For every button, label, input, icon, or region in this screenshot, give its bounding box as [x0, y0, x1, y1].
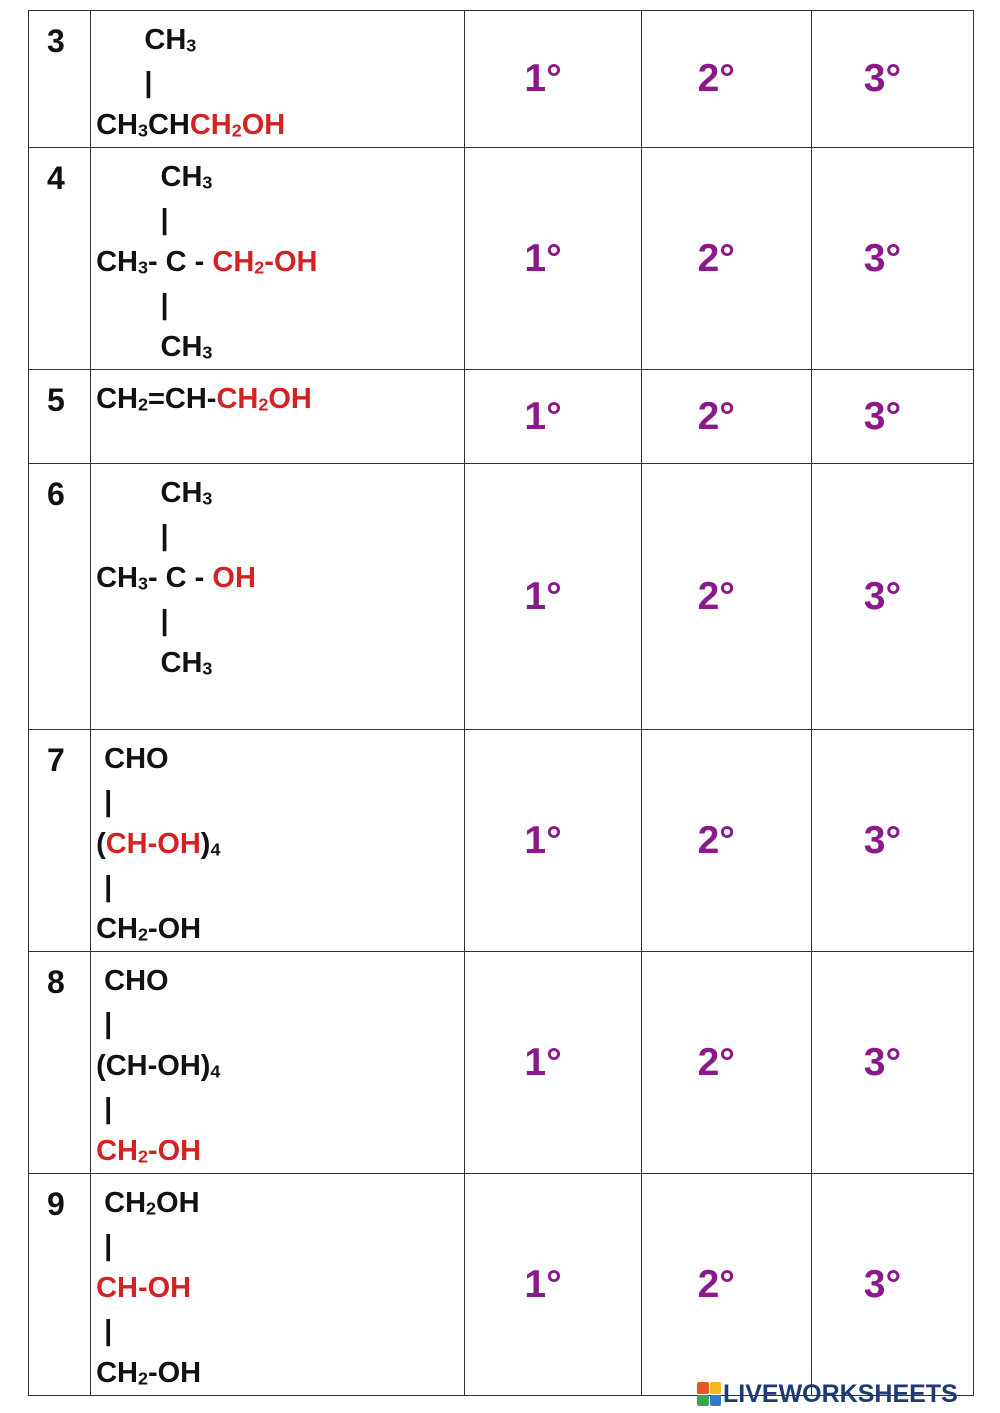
formula-segment: -OH	[147, 1357, 202, 1389]
option-primary-cell[interactable]	[465, 148, 641, 370]
formula-line	[96, 284, 317, 327]
structural-formula-cell	[91, 952, 465, 1174]
formula-subscript: 2	[258, 394, 269, 415]
formula-segment: CH	[96, 331, 203, 363]
option-secondary[interactable]: 2°	[697, 818, 735, 862]
logo-tile	[710, 1382, 722, 1394]
formula-line	[96, 515, 256, 558]
option-primary[interactable]: 1°	[524, 57, 562, 100]
option-secondary[interactable]: 2°	[697, 1262, 735, 1306]
option-primary-cell[interactable]	[465, 1174, 641, 1396]
formula-segment: CH	[96, 562, 138, 594]
formula-segment: |	[96, 66, 153, 99]
formula-segment: CH	[216, 383, 259, 415]
formula-segment: CH-OH	[96, 1272, 192, 1304]
option-tertiary-cell[interactable]	[811, 11, 973, 148]
option-primary[interactable]: 1°	[524, 394, 562, 438]
formula-subscript: 3	[137, 120, 148, 141]
option-secondary-cell[interactable]	[641, 952, 811, 1174]
formula-line	[96, 908, 220, 951]
formula-segment: OH	[241, 109, 286, 141]
liveworksheets-watermark	[697, 1379, 958, 1409]
option-primary-cell[interactable]	[465, 464, 641, 730]
option-tertiary[interactable]: 3°	[863, 1040, 902, 1084]
question-number: 7	[29, 730, 91, 952]
formula-segment: - C -	[147, 562, 213, 594]
formula-segment: OH	[268, 383, 312, 415]
logo-tile	[697, 1382, 709, 1394]
formula-segment: CH	[96, 1357, 138, 1389]
option-secondary-cell[interactable]	[641, 1174, 811, 1396]
formula-segment: OH	[156, 1187, 200, 1219]
formula-line	[96, 62, 285, 105]
formula-line	[96, 1045, 220, 1088]
formula-line	[96, 19, 285, 62]
formula-segment: CH	[96, 647, 203, 679]
logo-tile	[697, 1395, 709, 1407]
formula-subscript: 3	[202, 172, 213, 193]
option-tertiary[interactable]: 3°	[863, 394, 902, 438]
formula-line	[96, 1182, 201, 1225]
question-number: 6	[29, 464, 91, 730]
question-number: 4	[29, 148, 91, 370]
formula-line	[96, 199, 317, 242]
formula-line	[96, 1003, 220, 1046]
formula-line	[96, 600, 256, 643]
formula-segment: |	[96, 1092, 113, 1125]
formula-segment: CH	[96, 913, 138, 945]
option-secondary-cell[interactable]	[641, 464, 811, 730]
option-primary-cell[interactable]	[465, 730, 641, 952]
formula-segment: (	[96, 828, 106, 860]
formula-subscript: 4	[210, 839, 221, 860]
formula-line	[96, 642, 256, 685]
formula-line	[96, 326, 317, 369]
option-secondary[interactable]: 2°	[697, 1040, 735, 1084]
formula-subscript: 3	[202, 488, 213, 509]
formula-segment: CH	[96, 24, 187, 56]
formula-segment: CH	[212, 246, 255, 278]
option-tertiary[interactable]: 3°	[863, 574, 902, 618]
option-secondary-cell[interactable]	[641, 148, 811, 370]
formula-line	[96, 823, 220, 866]
option-secondary-cell[interactable]	[641, 370, 811, 464]
formula-line	[96, 557, 256, 600]
formula-line	[96, 241, 317, 284]
formula-subscript: 2	[254, 257, 265, 278]
option-primary[interactable]: 1°	[524, 574, 562, 618]
formula-segment: OH	[212, 562, 256, 594]
structural-formula	[96, 1182, 201, 1395]
formula-segment: |	[96, 1229, 113, 1262]
option-tertiary-cell[interactable]	[811, 1174, 973, 1396]
option-primary-cell[interactable]	[465, 370, 641, 464]
formula-segment: - C -	[147, 246, 213, 278]
formula-line	[96, 472, 256, 515]
formula-segment: |	[96, 288, 169, 321]
formula-segment: CH	[96, 383, 138, 415]
option-tertiary[interactable]: 3°	[863, 818, 902, 862]
formula-segment: CHO	[96, 743, 169, 775]
formula-segment: |	[96, 1007, 113, 1040]
option-tertiary[interactable]: 3°	[863, 1262, 902, 1306]
table-row	[29, 952, 974, 1174]
formula-segment: CH	[96, 161, 203, 193]
formula-segment: |	[96, 1314, 113, 1347]
formula-subscript: 2	[137, 394, 148, 415]
table-row	[29, 11, 974, 148]
option-secondary-cell[interactable]	[641, 11, 811, 148]
formula-segment: CH	[96, 477, 203, 509]
structural-formula	[96, 472, 256, 685]
formula-subscript: 3	[202, 342, 213, 363]
formula-segment: |	[96, 604, 169, 637]
option-tertiary-cell[interactable]	[811, 148, 973, 370]
option-primary[interactable]: 1°	[524, 236, 562, 280]
formula-subscript: 2	[137, 1368, 148, 1389]
option-tertiary-cell[interactable]	[811, 952, 973, 1174]
structural-formula	[96, 378, 312, 421]
formula-segment: =CH-	[147, 383, 217, 415]
formula-segment: CH	[96, 246, 138, 278]
formula-line	[96, 738, 220, 781]
formula-subscript: 2	[231, 120, 242, 141]
formula-segment: CH	[147, 109, 190, 141]
formula-line	[96, 156, 317, 199]
formula-subscript: 2	[137, 1146, 148, 1167]
option-primary-cell[interactable]	[465, 952, 641, 1174]
table-body	[29, 11, 974, 1396]
formula-subscript: 2	[137, 924, 148, 945]
option-secondary[interactable]: 2°	[697, 394, 735, 438]
question-number: 8	[29, 952, 91, 1174]
watermark-text: LIVEWORKSHEETS	[723, 1379, 958, 1408]
formula-line	[96, 104, 285, 147]
structural-formula	[96, 960, 220, 1173]
formula-segment: |	[96, 519, 169, 552]
formula-segment: -OH	[147, 1135, 202, 1167]
option-tertiary-cell[interactable]	[811, 464, 973, 730]
formula-line	[96, 781, 220, 824]
option-primary[interactable]: 1°	[524, 1262, 562, 1306]
formula-segment: |	[96, 870, 113, 903]
formula-segment: -OH	[264, 246, 318, 278]
formula-segment: )	[200, 828, 211, 860]
formula-subscript: 2	[146, 1198, 157, 1219]
formula-line	[96, 1225, 201, 1268]
formula-subscript: 3	[137, 573, 148, 594]
formula-segment: CH	[96, 109, 138, 141]
table-row	[29, 464, 974, 730]
formula-line	[96, 866, 220, 909]
formula-line	[96, 1310, 201, 1353]
formula-subscript: 3	[137, 257, 148, 278]
structural-formula-cell	[91, 464, 465, 730]
question-number: 3	[29, 11, 91, 148]
formula-segment: CH-OH	[105, 828, 201, 860]
formula-line	[96, 1088, 220, 1131]
formula-segment: |	[96, 785, 113, 818]
option-secondary-cell[interactable]	[641, 730, 811, 952]
structural-formula	[96, 19, 285, 147]
formula-segment: CH	[189, 109, 232, 141]
formula-segment: CH	[96, 1135, 138, 1167]
structural-formula-cell	[91, 11, 465, 148]
structural-formula	[96, 738, 220, 951]
option-primary[interactable]: 1°	[524, 1040, 562, 1084]
structural-formula-cell	[91, 1174, 465, 1396]
table-row	[29, 370, 974, 464]
structural-formula-cell	[91, 148, 465, 370]
option-secondary[interactable]: 2°	[697, 236, 735, 280]
table-row	[29, 148, 974, 370]
logo-tile	[710, 1395, 722, 1407]
option-tertiary-cell[interactable]	[811, 370, 973, 464]
formula-segment: -OH	[147, 913, 202, 945]
formula-line	[96, 1267, 201, 1310]
structural-formula-cell	[91, 730, 465, 952]
table-row	[29, 1174, 974, 1396]
option-tertiary-cell[interactable]	[811, 730, 973, 952]
question-number: 9	[29, 1174, 91, 1396]
table-row	[29, 730, 974, 952]
liveworksheets-logo-icon	[697, 1382, 721, 1406]
formula-line	[96, 960, 220, 1003]
structural-formula-cell	[91, 370, 465, 464]
option-tertiary[interactable]: 3°	[863, 236, 902, 280]
option-primary-cell[interactable]	[465, 11, 641, 148]
option-primary[interactable]: 1°	[524, 818, 562, 862]
formula-subscript: 4	[210, 1061, 221, 1082]
option-tertiary[interactable]: 3°	[863, 57, 902, 100]
formula-line	[96, 378, 312, 421]
question-number: 5	[29, 370, 91, 464]
alcohol-classification-table	[28, 10, 974, 1396]
option-secondary[interactable]: 2°	[697, 574, 735, 618]
formula-segment: CHO	[96, 965, 169, 997]
structural-formula	[96, 156, 317, 369]
formula-segment: |	[96, 203, 169, 236]
formula-segment: CH	[96, 1187, 147, 1219]
formula-segment: (CH-OH)	[96, 1050, 211, 1082]
formula-subscript: 3	[186, 35, 197, 56]
formula-line	[96, 1130, 220, 1173]
formula-subscript: 3	[202, 658, 213, 679]
option-secondary[interactable]: 2°	[697, 57, 735, 100]
formula-line	[96, 1352, 201, 1395]
